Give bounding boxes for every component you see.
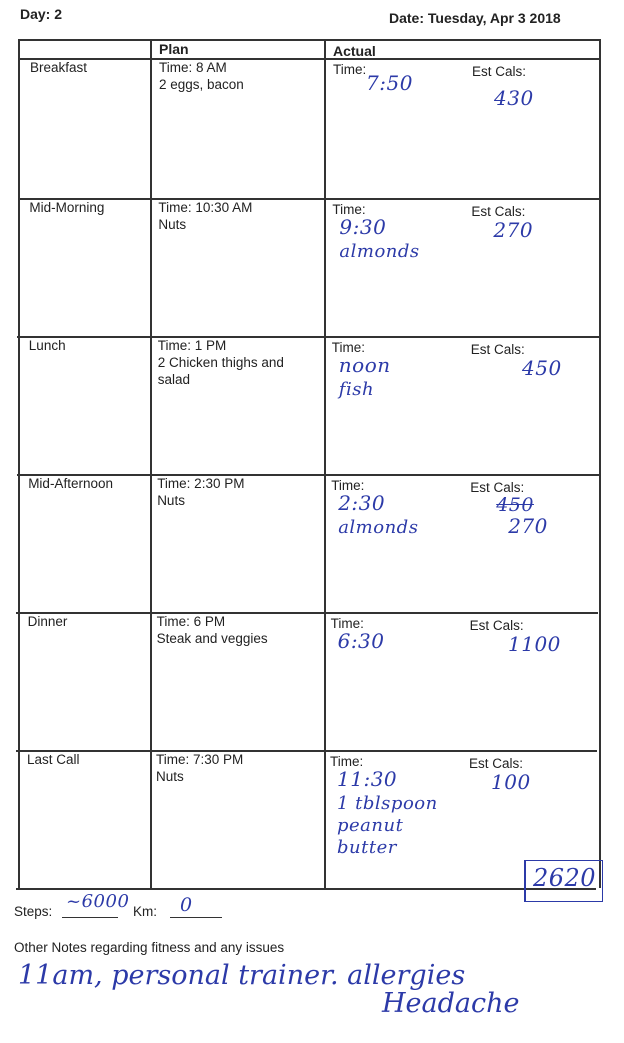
row-border bbox=[16, 750, 597, 752]
est-cals-label: Est Cals: bbox=[469, 756, 524, 771]
actual-food-handwritten: butter bbox=[337, 837, 397, 858]
actual-time-handwritten: 2:30 bbox=[338, 491, 386, 515]
actual-column-border bbox=[324, 39, 326, 888]
table-left-border bbox=[18, 39, 20, 888]
actual-time-handwritten: 7:50 bbox=[366, 71, 413, 95]
est-calories-handwritten: 1100 bbox=[508, 632, 561, 656]
struck-calories: 450 bbox=[496, 494, 534, 516]
actual-food-handwritten: peanut bbox=[337, 815, 404, 836]
steps-underline bbox=[62, 917, 118, 918]
km-value: 0 bbox=[180, 894, 193, 916]
actual-time-label: Time: bbox=[331, 340, 366, 355]
km-underline bbox=[170, 917, 222, 918]
total-calories: 2620 bbox=[533, 864, 597, 892]
km-label: Km: bbox=[133, 904, 158, 919]
plan-time: Time: 7:30 PM bbox=[156, 752, 244, 767]
plan-time: Time: 2:30 PM bbox=[157, 476, 245, 491]
actual-time-label: Time: bbox=[330, 754, 364, 769]
est-cals-label: Est Cals: bbox=[469, 618, 524, 633]
date-label: Date: Tuesday, Apr 3 2018 bbox=[389, 10, 561, 26]
meal-name: Mid-Morning bbox=[29, 200, 105, 215]
steps-label: Steps: bbox=[14, 904, 53, 919]
plan-time: Time: 6 PM bbox=[156, 614, 226, 629]
notes-line-2: Headache bbox=[382, 988, 520, 1019]
plan-food: 2 eggs, bacon bbox=[159, 77, 244, 92]
est-cals-label: Est Cals: bbox=[470, 342, 525, 357]
plan-food: 2 Chicken thighs and bbox=[157, 355, 284, 370]
plan-column-header: Plan bbox=[159, 41, 189, 57]
actual-time-handwritten: 9:30 bbox=[339, 215, 387, 239]
est-calories-handwritten: 430 bbox=[494, 86, 534, 110]
table-top-border bbox=[18, 39, 601, 41]
est-calories-handwritten: 270 bbox=[493, 218, 534, 242]
plan-time: Time: 8 AM bbox=[159, 60, 227, 75]
meal-name: Breakfast bbox=[30, 60, 88, 75]
meal-name: Last Call bbox=[27, 752, 80, 767]
actual-food-handwritten: fish bbox=[338, 379, 375, 400]
row-border bbox=[16, 888, 597, 890]
row-border bbox=[18, 58, 601, 60]
actual-food-handwritten: almonds bbox=[339, 241, 420, 262]
actual-time-label: Time: bbox=[333, 62, 367, 77]
notes-label: Other Notes regarding fitness and any issues bbox=[14, 940, 285, 955]
est-cals-label: Est Cals: bbox=[472, 64, 527, 79]
est-cals-label: Est Cals: bbox=[470, 480, 525, 495]
plan-time: Time: 10:30 AM bbox=[158, 200, 253, 215]
row-border bbox=[18, 198, 601, 200]
actual-food-handwritten: 1 tblspoon bbox=[337, 793, 438, 814]
actual-time-handwritten: noon bbox=[338, 353, 391, 377]
plan-food: Nuts bbox=[157, 493, 185, 508]
est-cals-label: Est Cals: bbox=[471, 204, 526, 219]
meal-name: Dinner bbox=[27, 614, 68, 629]
table-right-border bbox=[599, 39, 601, 888]
meal-name: Lunch bbox=[28, 338, 66, 353]
day-label: Day: 2 bbox=[20, 6, 63, 22]
actual-time-label: Time: bbox=[330, 616, 364, 631]
plan-food: salad bbox=[157, 372, 191, 387]
plan-food: Steak and veggies bbox=[156, 631, 268, 646]
plan-column-border bbox=[150, 39, 152, 888]
notes-line-1: 11am, personal trainer. allergies bbox=[18, 960, 466, 991]
est-calories-handwritten: 270 bbox=[508, 514, 548, 538]
actual-time-label: Time: bbox=[332, 202, 366, 217]
actual-food-handwritten: almonds bbox=[338, 517, 419, 538]
actual-time-handwritten: 6:30 bbox=[337, 629, 385, 653]
plan-food: Nuts bbox=[156, 769, 184, 784]
actual-time-handwritten: 11:30 bbox=[337, 767, 398, 791]
est-calories-handwritten: 100 bbox=[491, 770, 531, 794]
actual-column-header: Actual bbox=[333, 43, 376, 59]
row-border bbox=[16, 612, 597, 614]
actual-time-label: Time: bbox=[331, 478, 365, 493]
plan-time: Time: 1 PM bbox=[157, 338, 227, 353]
est-calories-handwritten: 450 bbox=[522, 356, 562, 380]
steps-value: ~6000 bbox=[66, 891, 130, 912]
meal-name: Mid-Afternoon bbox=[28, 476, 113, 491]
row-border bbox=[17, 336, 599, 338]
plan-food: Nuts bbox=[158, 217, 187, 232]
